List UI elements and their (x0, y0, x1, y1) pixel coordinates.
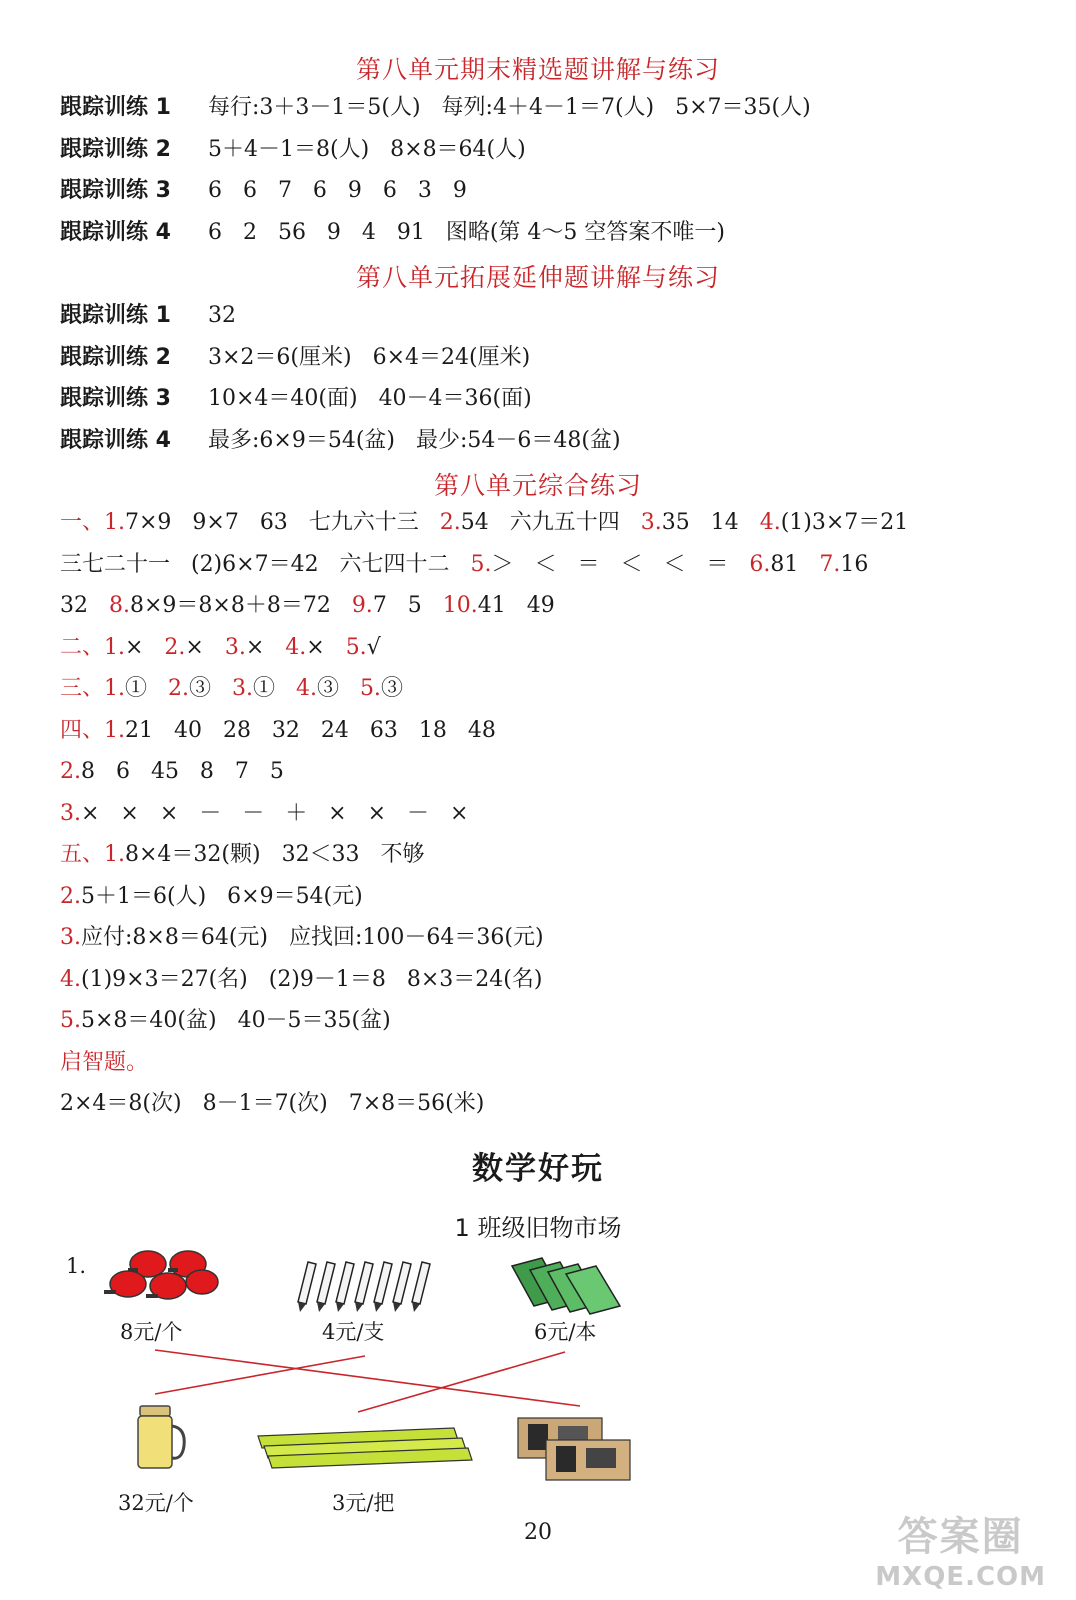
match-line (358, 1352, 565, 1412)
pencil-shape (393, 1262, 411, 1304)
question-number: 三、1. (60, 676, 125, 701)
pencil-tip (393, 1302, 401, 1312)
pencil-tip (374, 1302, 382, 1312)
exercise-line (60, 965, 542, 995)
answer-text: 2×4＝8(次) 8－1＝7(次) 7×8＝56(米) (60, 1091, 485, 1116)
pencil-tip (355, 1302, 363, 1312)
ping-pong-paddles-icon (104, 1251, 218, 1299)
answer-text: 8×4＝32(颗) 32＜33 不够 (125, 842, 425, 867)
question-number: 3. (640, 510, 662, 535)
match-line (155, 1350, 580, 1406)
answer-row (60, 384, 532, 414)
exercise-line (60, 799, 468, 829)
answer-text: 6 2 56 9 4 91 图略(第 4～5 空答案不唯一) (208, 219, 726, 245)
tracking-label: 跟踪训练 2 (60, 136, 171, 162)
price-ping-pong: 8元/个 (120, 1320, 183, 1344)
exercise-line (60, 550, 868, 580)
answer-text: × (125, 634, 165, 660)
answer-text: 35 14 (661, 510, 760, 535)
answer-text: × (245, 634, 286, 660)
question-number: 5. (470, 551, 492, 577)
answer-text: 每行:3＋3－1＝5(人) 每列:4＋4－1＝7(人) 5×7＝35(人) (208, 95, 811, 120)
price-pencil: 4元/支 (322, 1320, 385, 1344)
answer-text: 6 6 7 6 9 6 3 9 (208, 178, 467, 203)
question-number: 3. (224, 634, 246, 660)
tracking-label: 跟踪训练 3 (60, 386, 171, 411)
question-number: 6. (749, 551, 771, 577)
price-notebook: 6元/本 (534, 1320, 597, 1344)
answer-text: 81 (770, 551, 820, 577)
pencil-cases-icon (518, 1418, 630, 1480)
question-number: 2. (167, 676, 189, 701)
exercise-line (60, 923, 544, 953)
question-number: 9. (351, 593, 373, 618)
pencil-shape (374, 1262, 392, 1304)
exercise-line (60, 757, 284, 787)
question-number: 4. (285, 634, 307, 660)
question-number: 10. (442, 593, 478, 618)
question-number: 7. (819, 551, 841, 577)
question-number: 2. (60, 759, 81, 784)
page-number: 20 (524, 1520, 552, 1545)
answer-text: 16 (840, 551, 869, 577)
watermark-logo (875, 1505, 1046, 1592)
answer-row (60, 135, 526, 165)
exercise-line (60, 674, 403, 704)
exercise-line (60, 633, 381, 663)
question-number: 4. (295, 676, 317, 701)
lesson-subtitle: 1 班级旧物市场 (454, 1214, 622, 1242)
question-number: 5. (60, 1008, 81, 1033)
exercise-line (60, 1089, 484, 1119)
exercise-line (60, 716, 496, 746)
question-number: 3. (60, 925, 81, 950)
answer-text: √ (366, 634, 381, 660)
pencil-shape (412, 1262, 430, 1304)
answer-text: (1)3×7＝21 (780, 510, 909, 535)
question-number: 2. (60, 883, 81, 909)
question-number: 一、1. (60, 510, 125, 535)
math-fun-title: 数学好玩 (472, 1151, 604, 1187)
answer-row (60, 343, 530, 373)
notebooks-icon (512, 1258, 620, 1314)
answer-text: 8 6 45 8 7 5 (81, 759, 284, 784)
question-number: 四、1. (60, 717, 125, 743)
question-number: 启智题。 (60, 1049, 149, 1075)
price-ruler: 3元/把 (332, 1491, 395, 1515)
exercise-line (60, 882, 363, 912)
watermark-bottom: MXQE.COM (875, 1562, 1046, 1592)
answer-row (60, 218, 725, 248)
pencil-shape (336, 1262, 354, 1304)
question-number: 5. (345, 634, 367, 660)
tracking-label: 跟踪训练 4 (60, 427, 171, 453)
price-thermos: 32元/个 (118, 1491, 194, 1515)
exercise-line (60, 508, 908, 538)
question-number: 五、1. (60, 842, 125, 867)
answer-text: ③ (380, 676, 403, 701)
answer-text: × (185, 634, 225, 660)
exercise-line (60, 1048, 148, 1078)
question-number: 8. (108, 593, 130, 618)
tracking-label: 跟踪训练 4 (60, 219, 171, 245)
answer-text: 32 (208, 303, 236, 328)
answer-text: ① (252, 676, 296, 701)
match-line (155, 1356, 365, 1394)
answer-text: ③ (316, 676, 360, 701)
answer-text: 8×9＝8×8＋8＝72 (129, 593, 352, 618)
question-number: 3. (231, 676, 253, 701)
question-number: 2. (164, 634, 186, 660)
pencil-shape (355, 1262, 373, 1304)
answer-text: × (306, 634, 346, 660)
answer-text: 应付:8×8＝64(元) 应找回:100－64＝36(元) (81, 925, 544, 950)
pencil-shape (317, 1262, 335, 1304)
thermos-cup-icon (138, 1406, 184, 1468)
answer-row (60, 93, 811, 123)
answer-text: ＞ ＜ ＝ ＜ ＜ ＝ (491, 551, 750, 577)
section-title-extension: 第八单元拓展延伸题讲解与练习 (355, 263, 720, 292)
question-number: 4. (759, 510, 781, 535)
answer-text: 5＋1＝6(人) 6×9＝54(元) (81, 883, 363, 909)
question-number: 3. (60, 800, 81, 826)
answer-row (60, 426, 621, 456)
section-title-final-review: 第八单元期末精选题讲解与练习 (355, 55, 720, 84)
answer-text: 21 40 28 32 24 63 18 48 (125, 717, 496, 743)
answer-text: 7×9 9×7 63 七九六十三 (125, 510, 440, 535)
watermark-top: 答案圈 (897, 1514, 1024, 1560)
pencil-tip (336, 1302, 344, 1312)
tracking-label: 跟踪训练 2 (60, 344, 171, 370)
pencil-tip (412, 1302, 420, 1312)
section-title-comprehensive: 第八单元综合练习 (433, 471, 642, 500)
answer-text: ③ (188, 676, 232, 701)
answer-text: 5＋4－1＝8(人) 8×8＝64(人) (208, 136, 526, 162)
answer-text: 5×8＝40(盆) 40－5＝35(盆) (81, 1008, 391, 1033)
rulers-icon (258, 1428, 472, 1468)
answer-text: 32 (60, 593, 109, 618)
question-number: 2. (439, 510, 461, 535)
answer-text: 7 5 (372, 593, 443, 618)
pencils-icon (298, 1262, 430, 1312)
matching-lines (155, 1350, 580, 1412)
question-number: 4. (60, 966, 81, 992)
question-number: 5. (359, 676, 381, 701)
exercise-line (60, 1006, 391, 1036)
answer-text: 41 49 (477, 593, 555, 618)
exercise-line (60, 840, 425, 870)
tracking-label: 跟踪训练 3 (60, 178, 171, 203)
answer-text: 最多:6×9＝54(盆) 最少:54－6＝48(盆) (208, 427, 621, 453)
pencil-tip (298, 1302, 306, 1312)
answer-text: ① (125, 676, 168, 701)
answer-text: 3×2＝6(厘米) 6×4＝24(厘米) (208, 344, 531, 370)
answer-text: 54 六九五十四 (460, 510, 641, 535)
exercise-line (60, 591, 555, 621)
tracking-label: 跟踪训练 1 (60, 95, 171, 120)
answer-text: (1)9×3＝27(名) (2)9－1＝8 8×3＝24(名) (81, 966, 543, 992)
answer-text: 三七二十一 (2)6×7＝42 六七四十二 (60, 551, 471, 577)
answer-text: 10×4＝40(面) 40－4＝36(面) (208, 386, 532, 411)
item-number: 1. (66, 1254, 87, 1278)
tracking-label: 跟踪训练 1 (60, 303, 171, 328)
answer-text: × × × － － ＋ × × － × (81, 800, 469, 826)
answer-row (60, 301, 236, 331)
pencil-tip (317, 1302, 325, 1312)
pencil-shape (298, 1262, 316, 1304)
question-number: 二、1. (60, 634, 125, 660)
answer-row (60, 176, 467, 206)
